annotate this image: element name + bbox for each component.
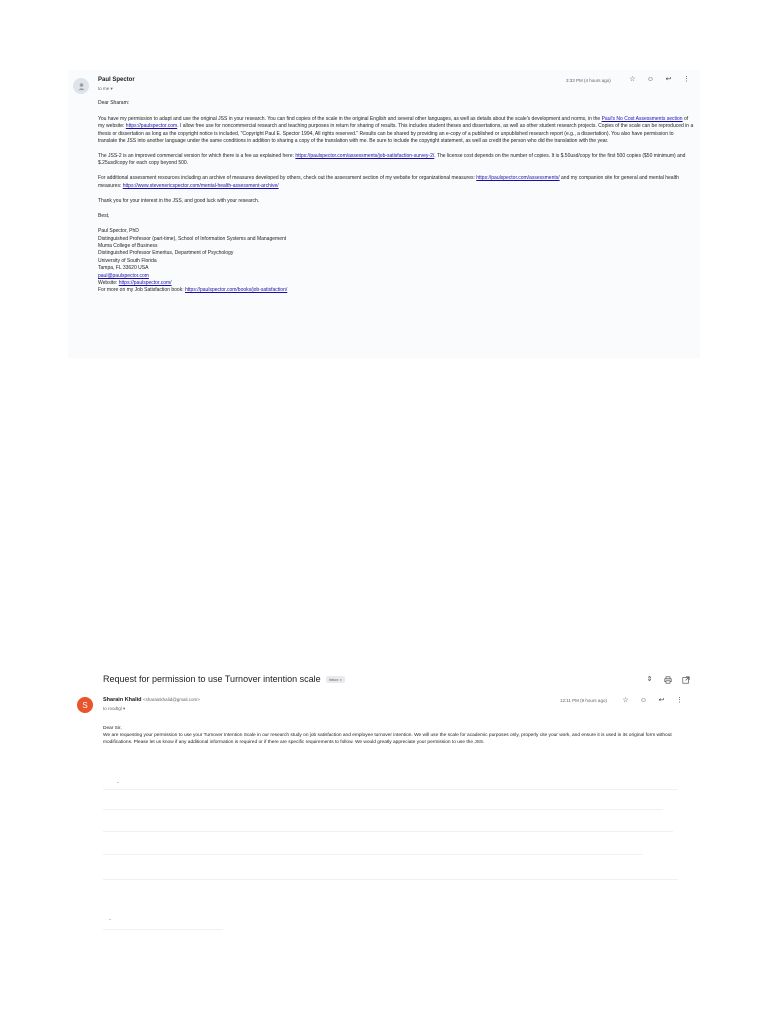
message-time: 3:33 PM (4 hours ago) xyxy=(566,78,611,83)
emoji-icon[interactable]: ☺ xyxy=(639,697,648,704)
more-vert-icon[interactable]: ⋮ xyxy=(676,697,683,704)
sender-avatar[interactable] xyxy=(73,78,89,94)
inbox-label-chip[interactable]: Inbox × xyxy=(326,676,345,683)
signature-line: Muma College of Business xyxy=(98,243,158,250)
greeting: Dear Sharam: xyxy=(98,100,130,106)
text: of my website: xyxy=(98,116,689,130)
mental-health-archive-link[interactable]: https://www.stevenericspector.com/mental-health-assessment-archive/ xyxy=(122,182,279,189)
person-icon xyxy=(77,82,86,91)
signature-line: Tampa, FL 33620 USA xyxy=(98,265,149,272)
subject-text: Request for permission to use Turnover intention scale xyxy=(103,674,321,684)
assessments-link[interactable]: https://paulspector.com/assessments/ xyxy=(476,175,560,182)
faint-line xyxy=(103,929,223,930)
recipient-label: to me xyxy=(98,86,110,91)
website-label: Website: xyxy=(98,280,119,287)
faint-line xyxy=(103,789,678,790)
faint-line xyxy=(103,809,663,810)
text: The JSS-2 is an improved commercial version for which there is a fee as explained here: xyxy=(98,153,296,160)
star-icon[interactable]: ☆ xyxy=(629,76,636,83)
paragraph-jss2 xyxy=(98,153,694,167)
reply-icon[interactable]: ↩ xyxy=(665,76,672,83)
signature-website-link[interactable]: https://paulspector.com/ xyxy=(118,280,172,287)
paragraph-resources xyxy=(98,175,694,189)
recipient-line[interactable] xyxy=(98,86,113,92)
book-label: For more on my Job Satisfaction book: xyxy=(98,287,185,294)
text: . I allow free use for noncommercial research and teaching purposes in return for sharing of results. This includes student theses and dissertations, as well as other student research projects. Copies of the scale can be reproduced in a thesis or dissertation as long as the copyright notice is included, "Copyright Paul E. Spector 1994, All rights reserved." Results can be shared by providing an e-copy of a published or unpublished research report (e.g., a dissertation). You also have permission to translate the JSS into another language under the same conditions in addition to sharing a copy of the translation with me. Be sure to include the copyright statement, as well as credit the person who did the translation with the year. xyxy=(98,123,694,144)
sender-name[interactable]: Paul Spector xyxy=(98,77,135,83)
signature-email-link[interactable]: paul@paulspector.com xyxy=(98,272,149,279)
closing: Best, xyxy=(98,213,110,220)
no-cost-assessments-link[interactable]: Paul's No Cost Assessments section xyxy=(601,116,683,123)
open-in-new-icon[interactable] xyxy=(681,675,690,684)
request-paragraph: We are requesting your permission to use your Turnover Intention Scale in our research study on job satisfaction and employee turnover intention. We will use the scale for academic purposes only, properly cite your work, and ensure it is used in its original form without modifications. Please let us know if any additional information is required or if there are specific requirements to follow. We would greatly appreciate your permission to use the JSS. xyxy=(103,732,672,745)
signature-line: Distinguished Professor (part-time), School of Information Systems and Management xyxy=(98,235,287,242)
print-icon[interactable] xyxy=(663,675,672,684)
sender-name: Sharain Khalid xyxy=(103,697,142,703)
greeting: Dear Sir, xyxy=(103,726,122,731)
recipient-label: to roodtgl xyxy=(103,706,122,711)
jss2-link[interactable]: https://paulspector.com/assessments/job-satisfaction-survey-2/ xyxy=(295,153,435,160)
sender-avatar[interactable]: S xyxy=(77,697,93,713)
message-body xyxy=(98,100,694,295)
thread-actions xyxy=(645,675,690,684)
signature xyxy=(98,228,694,295)
faint-line xyxy=(103,831,673,832)
sender-line[interactable] xyxy=(103,697,200,703)
faint-mark xyxy=(109,919,111,920)
more-vert-icon[interactable]: ⋮ xyxy=(683,76,690,83)
signature-line: Distinguished Professor Emeritus, Department of Psychology xyxy=(98,250,234,257)
text: You have my permission to adapt and use the original JSS in your research. You can find copies of the scale in the original English and several other languages, as well as details about the scale's development and norms, in the xyxy=(98,116,602,123)
signature-book xyxy=(98,287,694,294)
book-link[interactable]: https://paulspector.com/books/job-satisfaction/ xyxy=(184,287,288,294)
faint-mark xyxy=(117,782,119,783)
message-actions xyxy=(621,696,684,705)
message-actions xyxy=(628,75,691,84)
email-subject xyxy=(103,674,345,684)
signature-line: University of South Florida xyxy=(98,257,157,264)
website-link[interactable]: https://paulspector.com xyxy=(125,123,178,130)
email-message-request xyxy=(68,664,700,964)
emoji-icon[interactable]: ☺ xyxy=(646,76,655,83)
signature-website xyxy=(98,280,694,287)
star-icon[interactable]: ☆ xyxy=(622,697,629,704)
recipient-line[interactable] xyxy=(103,706,125,712)
faint-line xyxy=(103,879,678,880)
text: and my companion site for general and mental health measures: xyxy=(98,175,679,189)
chevron-down-icon[interactable]: ▾ xyxy=(110,86,113,91)
faded-content-area xyxy=(103,769,683,959)
reply-icon[interactable]: ↩ xyxy=(658,697,665,704)
paragraph-permission xyxy=(98,116,694,145)
sender-address: <sharainkhalid@gmail.com> xyxy=(143,697,200,702)
text: For additional assessment resources including an archive of measures developed by others, check out the assessment section of my website for organizational measures: xyxy=(98,175,477,182)
message-time: 12:11 PM (9 hours ago) xyxy=(560,698,607,703)
text: . The license cost depends on the number of copies. It is $.50usd/copy for the first 500 copies ($50 minimum) and $.25usd/copy for each copy beyond 500. xyxy=(98,153,686,167)
paragraph-thanks: Thank you for your interest in the JSS, and good luck with your research. xyxy=(98,197,260,204)
chevron-down-icon[interactable]: ▾ xyxy=(123,706,126,711)
message-body xyxy=(103,726,688,746)
email-message-spector xyxy=(68,70,700,358)
expand-icon[interactable]: ⇕ xyxy=(646,676,653,683)
signature-name: Paul Spector, PhD xyxy=(98,228,139,235)
faint-line xyxy=(103,854,643,855)
